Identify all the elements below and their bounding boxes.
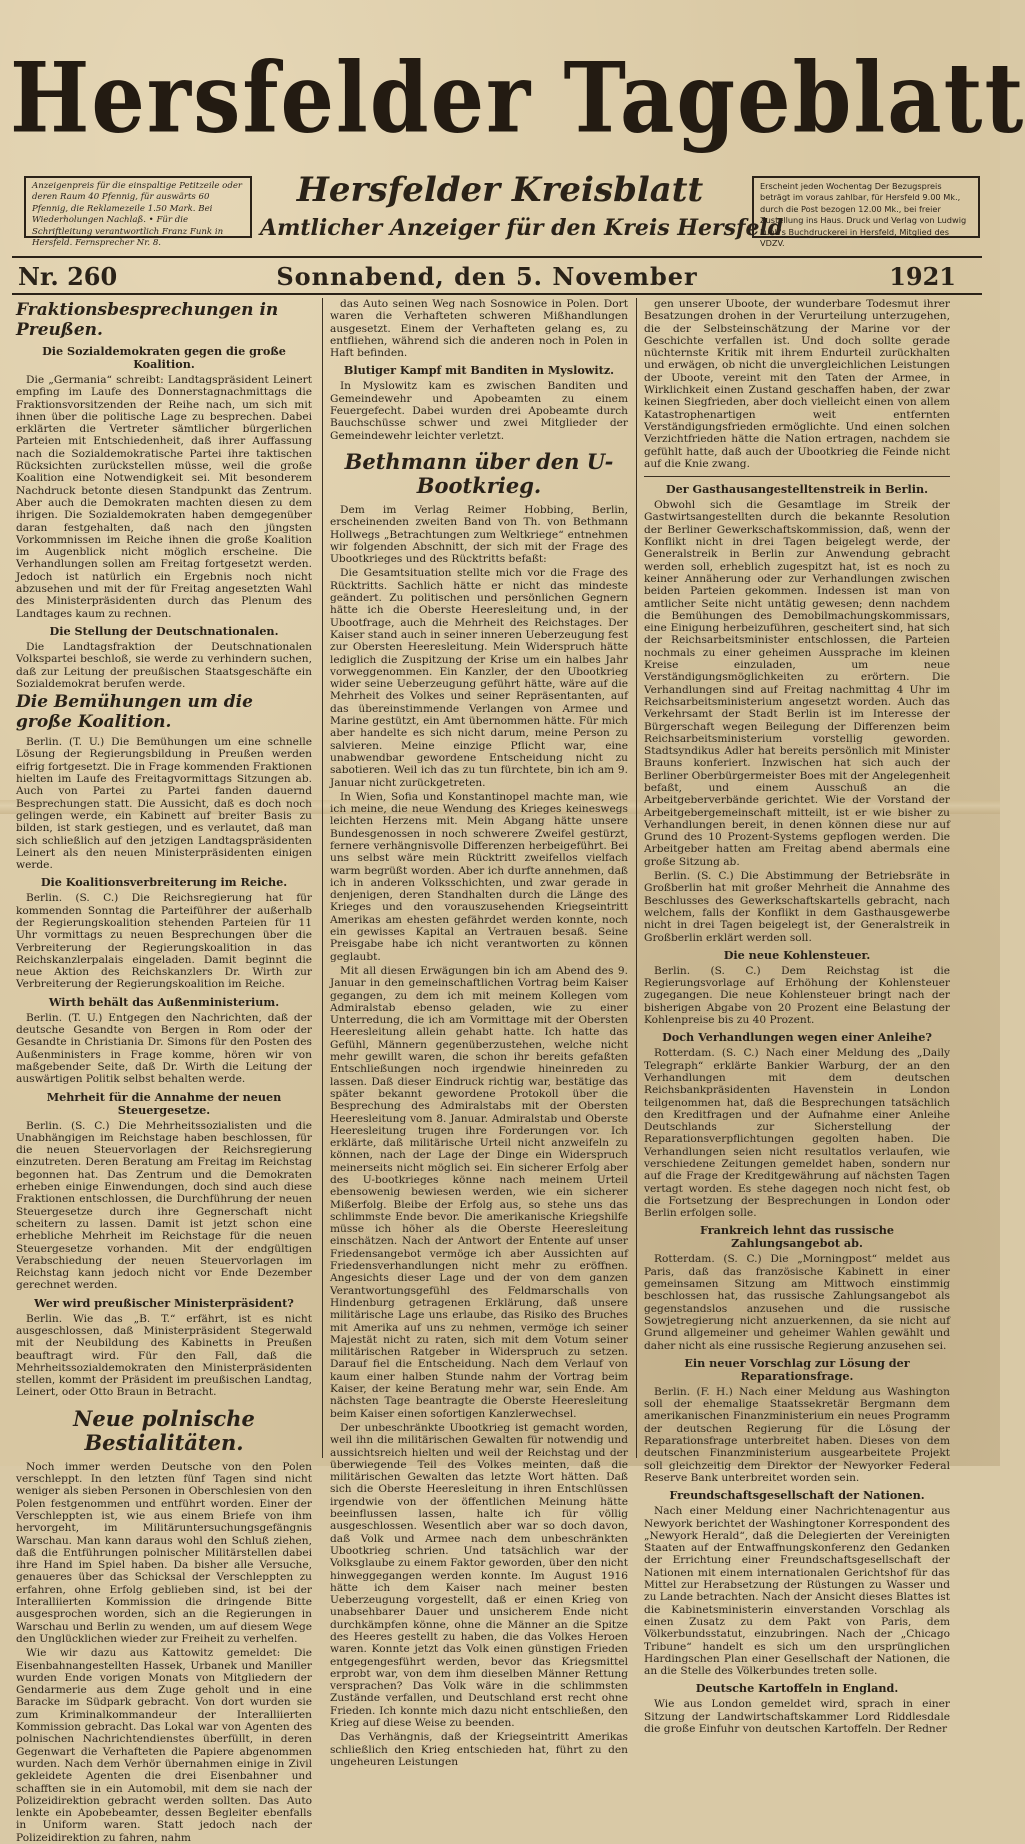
article-paragraph: Der unbeschränkte Ubootkrieg ist gemacht worden, weil ihn die militärischen Gewalten für notwendig und aussichtsreich hielten und weil der Reichstag und der überwiegende Teil des Volkes meinten, daß die militärischen Gewalten das letzte Wort hätten. Daß sich die Oberste Heeresleitung in ihren Entschlüssen irgendwie von der öffentlichen Meinung hätte beeinflussen lassen, halte ich für völlig ausgeschlossen. Wesentlich aber war so doch davon, daß Volk und Armee nach dem unbeschränkten Ubootkrieg schrien. Und tatsächlich war der Volksglaube zu einem Faktor geworden, über den nicht hinweggegangen werden konnte. Im August 1916 hätte ich dem Kaiser nach meiner besten Ueberzeugung vorgestellt, daß er einen Krieg von unabsehbarer Dauer und unsicherem Ende nicht durchkämpfen könne, ohne die Männer an die Spitze des Heeres gestellt zu haben, die das Volkes Heroen waren. Konnte jetzt das Volk einen günstigen Frieden entgegengesführt werden, bevor das Kriegsmittel erprobt war, von dem ihm dieselben Männer Rettung versprachen? Das Volk wäre in die schlimmsten Zustände verfallen, und Deutschland erst recht ohne Frieden. Ich konnte mich dazu nicht entschließen, den Krieg auf diese Weise zu beenden. — [330, 1421, 628, 1730]
masthead-title: Hersfelder Tageblatt — [10, 40, 1025, 155]
article-paragraph: In Wien, Sofia und Konstantinopel machte man, wie ich meine, die neue Wendung des Krieges keineswegs leichten Herzens mit. Mein Abgang hätte unsere Bundesgenossen in noch schwerere Zweifel gestürzt, fernere verhängnisvolle Differenzen herbeigeführt. Bei uns selbst wäre mein Rücktritt zweifellos vielfach warm begrüßt worden. Aber ich durfte annehmen, daß ich in anderen Volksschichten, und zwar gerade in denjenigen, deren Standhalten durch die Länge des Krieges und den vorauszusehenden Kriegseintritt Amerikas am ehesten gefährdet werden konnte, noch ein gewisses Kapital an Vertrauen besaß. Seine Preisgabe habe ich nicht verantworten zu können geglaubt. — [330, 790, 628, 963]
column-1 — [16, 298, 312, 1844]
masthead-tagline: Amtlicher Anzeiger für den Kreis Hersfeld — [260, 215, 784, 241]
dateline — [18, 262, 956, 292]
article-subheading: Ein neuer Vorschlag zur Lösung der Reparationsfrage. — [684, 1355, 910, 1383]
article-subheading: Wer wird preußischer Ministerpräsident? — [34, 1295, 294, 1310]
issue-year: 1921 — [889, 262, 956, 291]
article-paragraph: Die Gesamtsituation stellte mich vor die Frage des Rücktritts. Sachlich hätte er nicht das mindeste geändert. Zu politischen und persönlichen Gegnern hätte ich die Oberste Heeresleitung und, in der Ubootfrage, auch die Mehrheit des Reichstages. Der Kaiser stand auch in seiner inneren Ueberzeugung fest zur Obersten Heeresleitung. Mein Widerspruch hätte lediglich die Zuspitzung der Krise um ein halbes Jahr vorweggenommen. Ein Kanzler, der den Ubootkrieg wider seine Ueberzeugung geführt hätte, wäre auf die Mehrheit des Volkes und seiner Repräsentanten, auf das übereinstimmende Verlangen von Armee und Marine gestützt, ein Amt übernommen hätte. Für mich aber handelte es sich nicht darum, meine Person zu salvieren. Meine einzige Pflicht war, eine unabwendbar gewordene Entscheidung nicht zu sabotieren. Weil ich das zu tun fürchtete, bin ich am 9. Januar nicht zurückgetreten. — [330, 567, 628, 789]
advertising-price-box: Anzeigenpreis für die einspaltige Petitzeile oder deren Raum 40 Pfennig, für auswärts 60 Pfennig, die Reklamezeile 1.50 Mark. Bei Wiederholungen Nachlaß. • Für die Schriftleitung verantwortlich Franz Funk in Hersfeld. Fernsprecher Nr. 8. — [24, 176, 252, 238]
article-subheading: Die neue Kohlensteuer. — [723, 947, 871, 962]
section-rule — [644, 476, 950, 477]
article-paragraph: Wie wir dazu aus Kattowitz gemeldet: Die Eisenbahnangestellten Hassek, Urbanek und Maniller wurden Ende vorigen Monats von Mitgliedern der Gendarmerie aus dem Zuge geholt und in eine Baracke im Südpark gebracht. Von dort wurden sie zum Kriminalkommandeur der Interalliierten Kommission gebracht. Das Lokal war von Agenten des polnischen Nachrichtendienstes überfüllt, in deren Gegenwart die Verhafteten die Papiere abgenommen wurden. Nach dem Verhör übernahmen einige in Zivil gekleidete Agenten die drei Eisenbahner und schafften sie in ein Automobil, mit dem sie nach der Polizeidirektion gebracht werden sollten. Das Auto lenkte ein Apobebeamter, dessen Begleiter ebenfalls in Uniform waren. Statt jedoch nach der Polizeidirektion zu fahren, nahm — [16, 1647, 312, 1844]
article-paragraph: Berlin. (S. C.) Die Abstimmung der Betriebsräte in Großberlin hat mit großer Mehrheit die Annahme des Beschlusses des Gewerkschaftskartells gebracht, nach welchem, falls der Konflikt in dem Gasthausgewerbe nicht in drei Tagen beigelegt ist, der Generalstreik in Großberlin erklärt werden soll. — [644, 870, 950, 944]
article-paragraph: Berlin. Wie das „B. T.“ erfährt, ist es nicht ausgeschlossen, daß Ministerpräsident Stegerwald mit der Neubildung des Kabinetts in Preußen beauftragt wird. Für den Fall, daß die Mehrheitssozialdemokraten den Ministerpräsidenten stellen, kommt der Präsident im preußischen Landtag, Leinert, oder Otto Braun in Betracht. — [16, 1312, 312, 1399]
article-subheading: Die Koalitionsverbreiterung im Reiche. — [40, 875, 288, 890]
article-headline: Neue polnische Bestialitäten. — [73, 1405, 255, 1455]
article-paragraph: Die „Germania“ schreibt: Landtagspräsident Leinert empfing im Laufe des Donnerstagnachmittags die Fraktionsvorsitzenden der Reihe nach, um sich mit ihnen über die politische Lage zu besprechen. Dabei erklärten die Vertreter sämtlicher bürgerlichen Parteien mit Entschiedenheit, daß ihrer Auffassung nach die Sozialdemokratische Partei ihre taktischen Rücksichten zurückstellen müsse, weil die große Koalition eine Notwendigkeit sei. Mit besonderem Nachdruck betonte diesen Standpunkt das Zentrum. Aber auch die Demokraten machten diesen zu dem ihrigen. Die Sozialdemokraten haben demgegenüber daran festgehalten, daß nach den jüngsten Vorkommnissen im Reiche ihnen die große Koalition im Augenblick nicht möglich erscheine. Die Verhandlungen sollen am Freitag fortgesetzt werden. Jedoch ist natürlich ein Ergebnis noch nicht abzusehen und mit der für Freitag angesetzten Wahl des Ministerpräsidenten durch das Plenum des Landtages kaum zu rechnen. — [16, 374, 312, 620]
article-subheading: Freundschaftsgesellschaft der Nationen. — [669, 1488, 925, 1503]
article-paragraph: Berlin. (S. C.) Die Mehrheitssozialisten und die Unabhängigen im Reichstage haben beschlossen, für die neuen Steuervorlagen der Reichsregierung einzutreten. Deren Beratung am Freitag im Reichstag begonnen hat. Das Zentrum und die Demokraten erheben einige Einwendungen, doch sind auch diese Fraktionen entschlossen, die Durchführung der neuen Steuergesetze durch ihre Gegnerschaft nicht scheitern zu lassen. Damit ist jetzt schon eine erhebliche Mehrheit im Reichstage für die neuen Steuergesetze vorhanden. Mit der endgültigen Verabschiedung der neuen Steuervorlagen im Reichstag kann jedoch nicht vor Ende Dezember gerechnet werden. — [16, 1119, 312, 1292]
article-paragraph: Rotterdam. (S. C.) Die „Morningpost“ meldet aus Paris, daß das französische Kabinett in einer gemeinsamen Sitzung am Mittwoch einstimmig beschlossen hat, das russische Zahlungsangebot als gegenstandslos anzusehen und die russische Sowjetregierung nicht anzuerkennen, da sie nicht auf Grund allgemeiner und geheimer Wahlen gewählt und daher nicht als eine russische Regierung anzusehen sei. — [644, 1253, 950, 1352]
article-subheading: Die Stellung der Deutschnationalen. — [49, 623, 279, 638]
article-headline: Fraktionsbesprechungen in Preußen. — [16, 300, 279, 340]
column-divider — [636, 298, 637, 1458]
dateline-top-rule — [12, 256, 982, 258]
article-paragraph: Berlin. (F. H.) Nach einer Meldung aus Washington soll der ehemalige Staatssekretär Bergmann dem amerikanischen Finanzministerium ein neues Programm der deutschen Regierung für die Lösung der Reparationsfrage unterbreitet haben. Dieses von dem deutschen Finanzministerium ausgearbeitete Projekt soll gleichzeitig dem Direktor der Newyorker Federal Reserve Bank unterbreitet worden sein. — [644, 1385, 950, 1484]
article-paragraph: Dem im Verlag Reimer Hobbing, Berlin, erscheinenden zweiten Band von Th. von Bethmann Hollwegs „Betrachtungen zum Weltkriege“ entnehmen wir folgenden Abschnitt, der sich mit der Frage des Ubootkrieges und des Rücktritts befaßt: — [330, 503, 628, 566]
article-paragraph: In Myslowitz kam es zwischen Banditen und Gemeindewehr und Apobeamten zu einem Feuergefecht. Dabei wurden drei Apobeamte durch Bauchschüsse schwer und zwei Mitglieder der Gemeindewehr leichter verletzt. — [330, 380, 628, 442]
article-subheading: Frankreich lehnt das russische Zahlungsangebot ab. — [699, 1223, 895, 1251]
article-paragraph: Wie aus London gemeldet wird, sprach in einer Sitzung der Landwirtschaftskammer Lord Riddlesdale die große Einfuhr von deutschen Kartoffeln. Der Redner — [644, 1698, 950, 1735]
article-paragraph: Mit all diesen Erwägungen bin ich am Abend des 9. Januar in den gemeinschaftlichen Vortrag beim Kaiser gegangen, zu dem ich mit meinem Kollegen vom Admiralstab ebenso geladen, wie zu einer Unterredung, die ich am Vormittage mit der Obersten Heeresleitung allein gehabt hatte. Ich hatte das Gefühl, Männern gegenüberzustehen, welche nicht mehr gewillt waren, die schon ihr bereits gefaßten Entschließungen noch irgendwie hineinreden zu lassen. Daß dieser Eindruck richtig war, bestätige das später bekannt gewordene Protokoll über die Besprechung des Admiralstabs mit der Obersten Heeresleitung vom 8. Januar. Admiralstab und Oberste Heeresleitung trugen ihre Forderungen vor. Ich erklärte, daß militärische Urteil nicht anzweifeln zu können, nach der Lage der Dinge ein Widerspruch meinerseits nicht möglich sei. Ein sicherer Erfolg aber des U-bootkrieges könne nach meinem Urteil ebensowenig bewiesen werden, wie ein sicherer Mißerfolg. Bleibe der Erfolg aus, so stehe uns das schlimmste Ende bevor. Die amerikanische Kriegshilfe müsse ich höher als die Oberste Heeresleitung einschätzen. Nach der Antwort der Entente auf unser Friedensangebot vermöge ich aber Aussichten auf Friedensverhandlungen nicht mehr zu eröffnen. Angesichts dieser Lage und der von dem ganzen Verantwortungsgefühl des Feldmarschalls von Hindenburg getragenen Erklärung, daß unsere militärische Lage uns erlaube, das Risiko des Bruches mit Amerika auf uns zu nehmen, vermöge ich seiner Majestät nicht zu raten, sich mit dem Votum seiner militärischen Ratgeber in Widerspruch zu setzen. Darauf fiel die Entscheidung. Nach dem Verlauf von kaum einer halben Stunde nahm der Vortrag beim Kaiser, der keine Beratung mehr war, sein Ende. Am nächsten Tage beantragte die Oberste Heeresleitung beim Kaiser einen sofortigen Kanzlerwechsel. — [330, 964, 628, 1420]
dateline-bottom-rule — [12, 293, 982, 295]
article-paragraph: Rotterdam. (S. C.) Nach einer Meldung des „Daily Telegraph“ erklärte Bankier Warburg, der an den Verhandlungen mit dem deutschen Reichsbankpräsidenten Havenstein in London teilgenommen hat, daß die Besprechungen tatsächlich den Kreditfragen und der Aufnahme einer Anleihe Deutschlands zur Sicherstellung der Reparationsverpflichtungen gegolten haben. Die Verhandlungen seien nicht resultatlos verlaufen, wie verschiedene Zeitungen gemeldet haben, sondern nur auf die Frage der Kreditgewährung auf nächsten Tagen vertagt worden. Es stehe dagegen noch nicht fest, ob die Fortsetzung der Besprechungen in London oder Berlin erfolgen solle. — [644, 1047, 950, 1220]
article-headline: Der Gasthausangestelltenstreik in Berlin. — [665, 482, 929, 497]
article-paragraph: Noch immer werden Deutsche von den Polen verschleppt. In den letzten fünf Tagen sind nicht weniger als sieben Personen in Oberschlesien von den Polen festgenommen und entführt worden. Einer der Verschleppten ist, wie aus einem Briefe von ihm hervorgeht, im Militäruntersuchungsgefängnis Warschau. Man kann daraus wohl den Schluß ziehen, daß die Entführungen polnischer Militärstellen dabei ihre Hand im Spiel haben. Da bisher alle Versuche, genaueres über das Schicksal der Verschleppten zu erfahren, ohne Erfolg geblieben sind, ist bei der Interalliierten Kommission die dringende Bitte ausgesprochen worden, sich an die Regierungen in Warschau und Berlin zu wenden, um auf diesem Wege den Unglücklichen wieder zur Freiheit zu verhelfen. — [16, 1460, 312, 1645]
article-subheading: Wirth behält das Außenministerium. — [48, 994, 280, 1009]
article-subheading: Deutsche Kartoffeln in England. — [695, 1681, 899, 1696]
article-paragraph: Berlin. (T. U.) Die Bemühungen um eine schnelle Lösung der Regierungsbildung in Preußen werden eifrig fortgesetzt. Die in Frage kommenden Fraktionen hielten im Laufe des Freitagvormittags Sitzungen ab. Auch von Partei zu Partei fanden dauernd Besprechungen statt. Die Aussicht, daß es doch noch gelingen werde, ein Kabinett auf breiter Basis zu bilden, ist stark gestiegen, und es verlautet, daß man sich schließlich auf den jetzigen Landtagspräsidenten Leinert als den neuen Ministerpräsidenten einigen werde. — [16, 736, 312, 872]
article-paragraph: Die Landtagsfraktion der Deutschnationalen Volkspartei beschloß, sie werde zu verhindern suchen, daß zur Leitung der preußischen Staatsgeschäfte ein Sozialdemokrat berufen werde. — [16, 640, 312, 690]
article-subheading: Blutiger Kampf mit Banditen in Myslowitz. — [343, 363, 615, 378]
article-paragraph: Das Verhängnis, daß der Kriegseintritt Amerikas schließlich den Krieg entschieden hat, führt zu den ungeheuren Leistungen — [330, 1731, 628, 1768]
column-3 — [644, 298, 950, 1735]
issue-date: Sonnabend, den 5. November — [276, 262, 698, 291]
article-headline: Die Bemühungen um die große Koalition. — [16, 692, 253, 733]
article-subheading: Doch Verhandlungen wegen einer Anleihe? — [662, 1030, 932, 1045]
article-paragraph: Obwohl sich die Gesamtlage im Streik der Gastwirtsangestellten durch die bekannte Resolution der Berliner Gewerkschaftskommission, daß, wenn der Konflikt nicht in drei Tagen beigelegt werde, der Generalstreik in Berlin zur Anwendung gebracht werden soll, erheblich zugespitzt hat, ist es noch zu keiner Annäherung oder zur Verhandlungen zwischen beiden Parteien gekommen. Indessen ist man von amtlicher Seite nicht untätig gewesen; denn nachdem die Bemühungen des Demobilmachungskommissars, eine Einigung herbeizuführen, gescheitert sind, hat sich der Reichsarbeitsminister entschlossen, die Parteien nochmals zu einer geheimen Aussprache im kleinen Kreise einzuladen, um neue Verständigungsmöglichkeiten zu erörtern. Die Verhandlungen sind auf Freitag nachmittag 4 Uhr im Reichsarbeitsministerium angesetzt worden. Auch das Verkehrsamt der Stadt Berlin ist im Interesse der Bürgerschaft wegen Beilegung der Differenzen beim Reichsarbeitsministerium vorstellig geworden. Stadtsyndikus Adler hat bereits persönlich mit Minister Brauns konferiert. Inzwischen hat sich auch der Berliner Oberbürgermeister Boes mit der Angelegenheit befaßt, und einem Ausschuß an die Arbeitgeberverbände gerichtet. Wie der Vorstand der Arbeitgebergemeinschaft mitteilt, ist er wie bisher zu Verhandlungen bereit, in denen können diese nur auf Grund des 10 Prozent-Systems gepflogen werden. Die Arbeitgeber hatten am Freitag abend abermals eine große Sitzung ab. — [644, 499, 950, 868]
masthead-subtitle: Hersfelder Kreisblatt — [296, 170, 704, 210]
column-2 — [330, 298, 628, 1768]
article-paragraph: Berlin. (S. C.) Die Reichsregierung hat für kommenden Sonntag die Parteiführer der außerhalb der Regierungskoalition stehenden Parteien für 11 Uhr vormittags zu neuen Besprechungen über die Verbreiterung der Regierungskoalition in das Reichskanzlerpalais eingeladen. Damit beginnt die neue Aktion des Reichskanzlers Dr. Wirth zur Verbreiterung der Regierungskoalition im Reiche. — [16, 892, 312, 991]
article-headline: Bethmann über den U-Bootkrieg. — [344, 448, 614, 498]
issue-number: Nr. 260 — [18, 262, 118, 291]
article-paragraph: Berlin. (T. U.) Entgegen den Nachrichten, daß der deutsche Gesandte von Bergen in Rom oder der Gesandte in Christiania Dr. Simons für den Posten des Außenministers in Frage komme, hören wir von maßgebender Seite, daß Dr. Wirth die Leitung der auswärtigen Politik selbst behalten werde. — [16, 1011, 312, 1086]
article-paragraph: das Auto seinen Weg nach Sosnowice in Polen. Dort waren die Verhafteten schweren Mißhandlungen ausgesetzt. Einem der Verhafteten gelang es, zu entfliehen, während sich die anderen noch in Polen in Haft befinden. — [330, 298, 628, 360]
article-subheading: Mehrheit für die Annahme der neuen Steuergesetze. — [46, 1089, 282, 1117]
column-divider — [322, 298, 323, 1458]
article-paragraph: Nach einer Meldung einer Nachrichtenagentur aus Newyork berichtet der Washingtoner Korrespondent des „Newyork Herald“, daß die Delegierten der Vereinigten Staaten auf der Entwaffnungskonferenz den Gedanken der Errichtung einer Freundschaftsgesellschaft der Nationen mit einem internationalen Gerichtshof für das Mittel zur Herabsetzung der Rüstungen zu Wasser und zu Lande betrachten. Nach der Ansicht dieses Blattes ist die Kabinetsministerin einverstanden Vorschlag als einen Zusatz zu dem Pakt von Paris, dem Völkerbundsstatut, einzubringen. Nach der „Chicago Tribune“ handelt es sich um den ursprünglichen Hardingschen Plan einer Gesellschaft der Nationen, die an die Stelle des Völkerbundes treten solle. — [644, 1505, 950, 1678]
subscription-box: Erscheint jeden Wochentag Der Bezugspreis beträgt im voraus zahlbar, für Hersfeld 9.00 Mk., durch die Post bezogen 12.00 Mk., bei freier Zustellung ins Haus. Druck und Verlag von Ludwig Funk's Buchdruckerei in Hersfeld, Mitglied des VDZV. — [752, 176, 980, 238]
article-paragraph: gen unserer Uboote, der wunderbare Todesmut ihrer Besatzungen drohen in der Verurteilung unterzugehen, die der Selbsteinschätzung der Marine vor der Geschichte verfallen ist. Und doch sollte gerade nüchternste Kritik mit ihrem Endurteil zurückhalten und erwägen, ob nicht die unvergleichlichen Leistungen der Uboote, vereint mit den Taten der Armee, in Wirklichkeit einen Zustand geschaffen haben, der zwar keinen Siegfrieden, aber doch vielleicht einen von allem Katastrophenartigen weit entfernten Verständigungsfrieden ermöglichte. Und einen solchen Verzichtfrieden hätte die Nation ertragen, nachdem sie gefühlt hatte, daß auch der Ubootkrieg die Feinde nicht auf die Knie zwang. — [644, 298, 950, 470]
article-paragraph: Berlin. (S. C.) Dem Reichstag ist die Regierungsvorlage auf Erhöhung der Kohlensteuer zugegangen. Die neue Kohlensteuer bringt nach der bisherigen Abgabe von 20 Prozent eine Belastung der Kohlenpreise bis zu 40 Prozent. — [644, 964, 950, 1027]
article-subheading: Die Sozialdemokraten gegen die große Koalition. — [42, 344, 286, 371]
